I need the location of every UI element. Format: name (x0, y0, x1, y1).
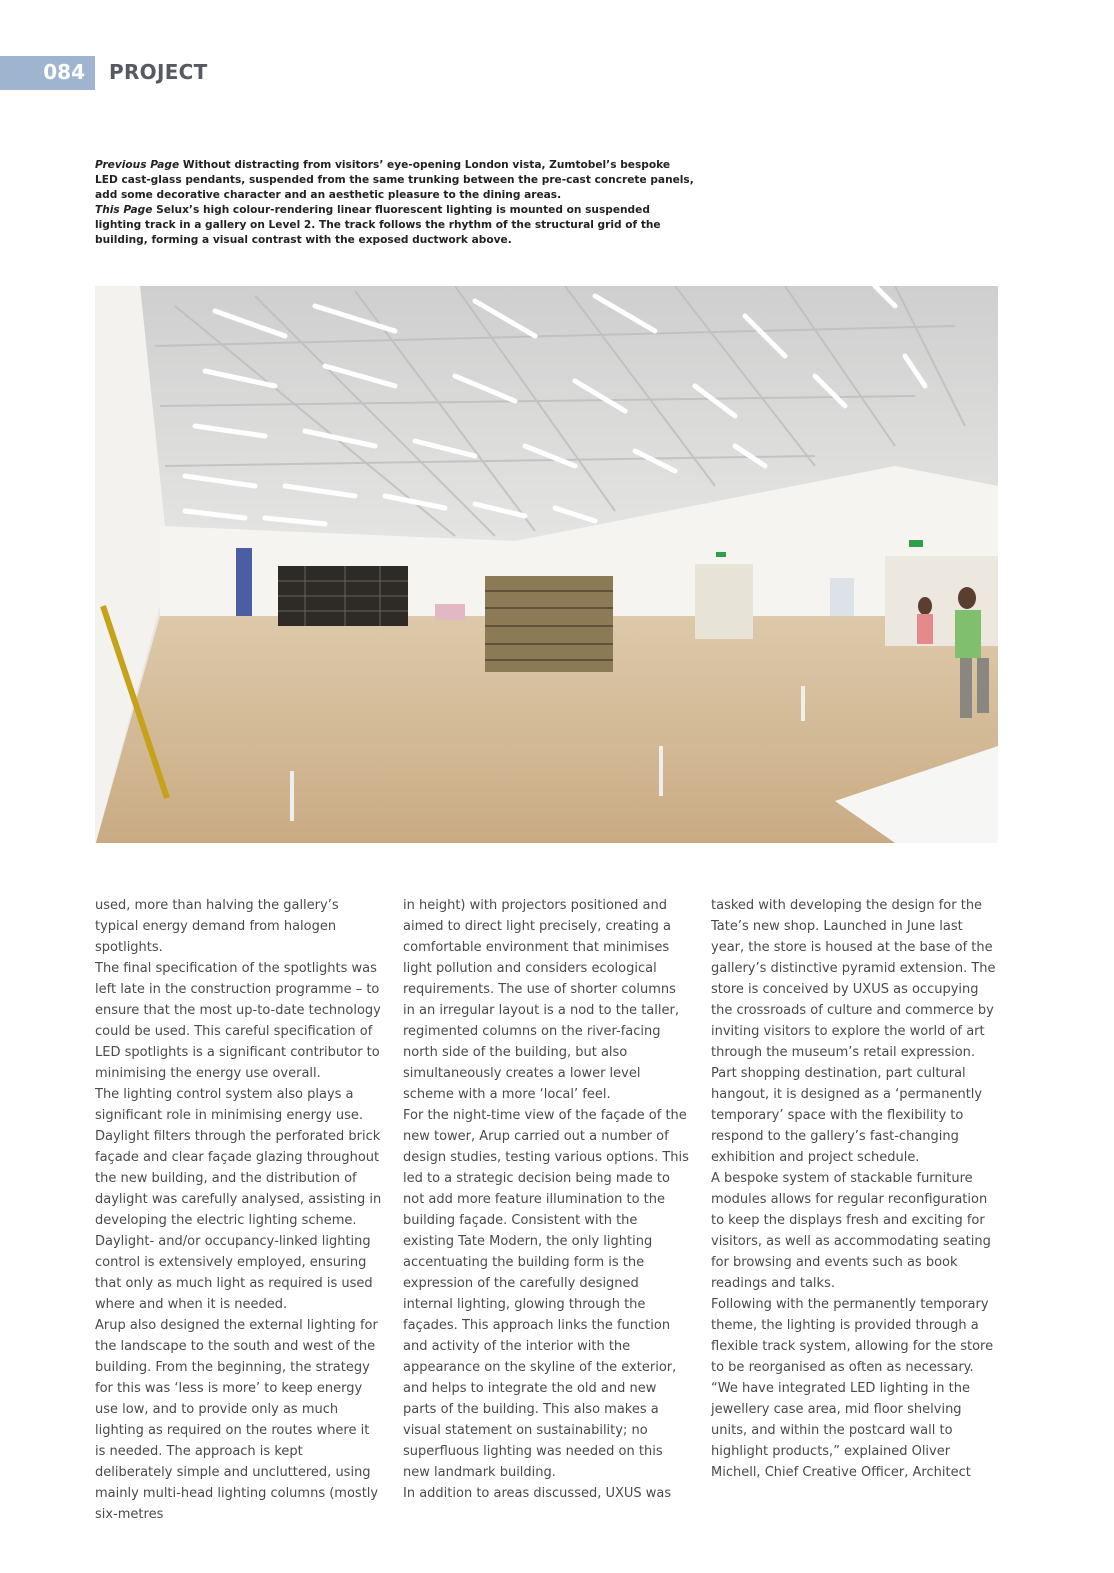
paragraph: The final specification of the spotlights was left late in the construction programme – to ensure that the most up-to-date technology could be used. This careful specification of LED spotlights is a significant contributor to minimising the energy use overall. (95, 961, 381, 1081)
caption-this-text: Selux’s high colour-rendering linear fluorescent lighting is mounted on suspended lighting track in a gallery on Level 2. The track follows the rhythm of the structural grid of the building, forming a visual contrast with the exposed ductwork above. (95, 204, 661, 246)
paragraph: Following with the permanently temporary theme, the lighting is provided through a flexible track system, allowing for the store to be reorganised as often as necessary. (711, 1297, 994, 1375)
blue-wall-artwork (236, 548, 252, 616)
page-number: 084 (43, 60, 85, 84)
gallery-photo-illustration (95, 286, 998, 843)
caption-previous-label: Previous Page (95, 159, 180, 171)
body-column-1 (95, 895, 383, 1525)
doorway-right (885, 556, 998, 646)
gallery-photo (95, 286, 998, 843)
paragraph: Arup also designed the external lighting for the landscape to the south and west of the building. From the beginning, the strategy for this was ‘less is more’ to keep energy use low, and to provide only as much lighting as required on the routes where it is needed. The approach is kept deliberately simple and uncluttered, using mainly multi-head lighting columns (mostly six-metres (95, 1318, 379, 1522)
exit-sign-1 (716, 552, 726, 557)
pink-block (435, 604, 465, 620)
body-column-3 (711, 895, 999, 1483)
paragraph: For the night-time view of the façade of the new tower, Arup carried out a number of design studies, testing various options. This led to a strategic decision being made to not add more feature illumination to the building façade. Consistent with the existing Tate Modern, the only lighting accentuating the building form is the expression of the carefully designed internal lighting, glowing through the façades. This approach links the function and activity of the interior with the appearance on the skyline of the exterior, and helps to integrate the old and new parts of the building. This also makes a visual statement on sustainability; no superfluous lighting was needed on this new landmark building. (403, 1108, 689, 1480)
paragraph: tasked with developing the design for the Tate’s new shop. Launched in June last year, the store is housed at the base of the gallery’s distinctive pyramid extension. The store is conceived by UXUS as occupying the crossroads of culture and commerce by inviting visitors to explore the world of art through the museum’s retail expression. Part shopping destination, part cultural hangout, it is designed as a ‘permanently temporary’ space with the flexibility to respond to the gallery’s fast-changing exhibition and project schedule. (711, 898, 996, 1165)
caption-this-page (95, 203, 695, 248)
paragraph: A bespoke system of stackable furniture modules allows for regular reconfiguration to keep the displays fresh and exciting for visitors, as well as accommodating seating for browsing and events such as book readings and talks. (711, 1171, 991, 1291)
wall-text-panel (830, 578, 854, 616)
paragraph: in height) with projectors positioned and aimed to direct light precisely, creating a comfortable environment that minimises light pollution and considers ecological requirements. The use of shorter columns in an irregular layout is a nod to the taller, regimented columns on the river-facing north side of the building, but also simultaneously creates a lower level scheme with a more ‘local’ feel. (403, 898, 679, 1102)
photo-caption (95, 158, 695, 248)
exit-sign-2 (909, 540, 923, 547)
page-number-tab (0, 56, 95, 90)
paragraph: “We have integrated LED lighting in the jewellery case area, mid floor shelving units, and within the postcard wall to highlight products,” explained Oliver Michell, Chief Creative Officer, Architect (711, 1381, 971, 1480)
caption-this-label: This Page (95, 204, 153, 216)
caption-previous-page (95, 158, 695, 203)
section-title: PROJECT (109, 60, 208, 84)
paragraph: In addition to areas discussed, UXUS was (403, 1486, 672, 1501)
caption-previous-text: Without distracting from visitors’ eye-opening London vista, Zumtobel’s bespoke LED cast-glass pendants, suspended from the same trunking between the pre-cast concrete panels, add some decorative character and an aesthetic pleasure to the dining areas. (95, 159, 694, 201)
paragraph: used, more than halving the gallery’s typical energy demand from halogen spotlights. (95, 898, 339, 955)
body-column-2 (403, 895, 691, 1504)
paragraph: The lighting control system also plays a significant role in minimising energy use. Daylight filters through the perforated brick façade and clear façade glazing throughout the new building, and the distribution of daylight was carefully analysed, assisting in developing the electric lighting scheme. Daylight- and/or occupancy-linked lighting control is extensively employed, ensuring that only as much light as required is used where and when it is needed. (95, 1087, 382, 1312)
doorway-left (695, 564, 753, 639)
